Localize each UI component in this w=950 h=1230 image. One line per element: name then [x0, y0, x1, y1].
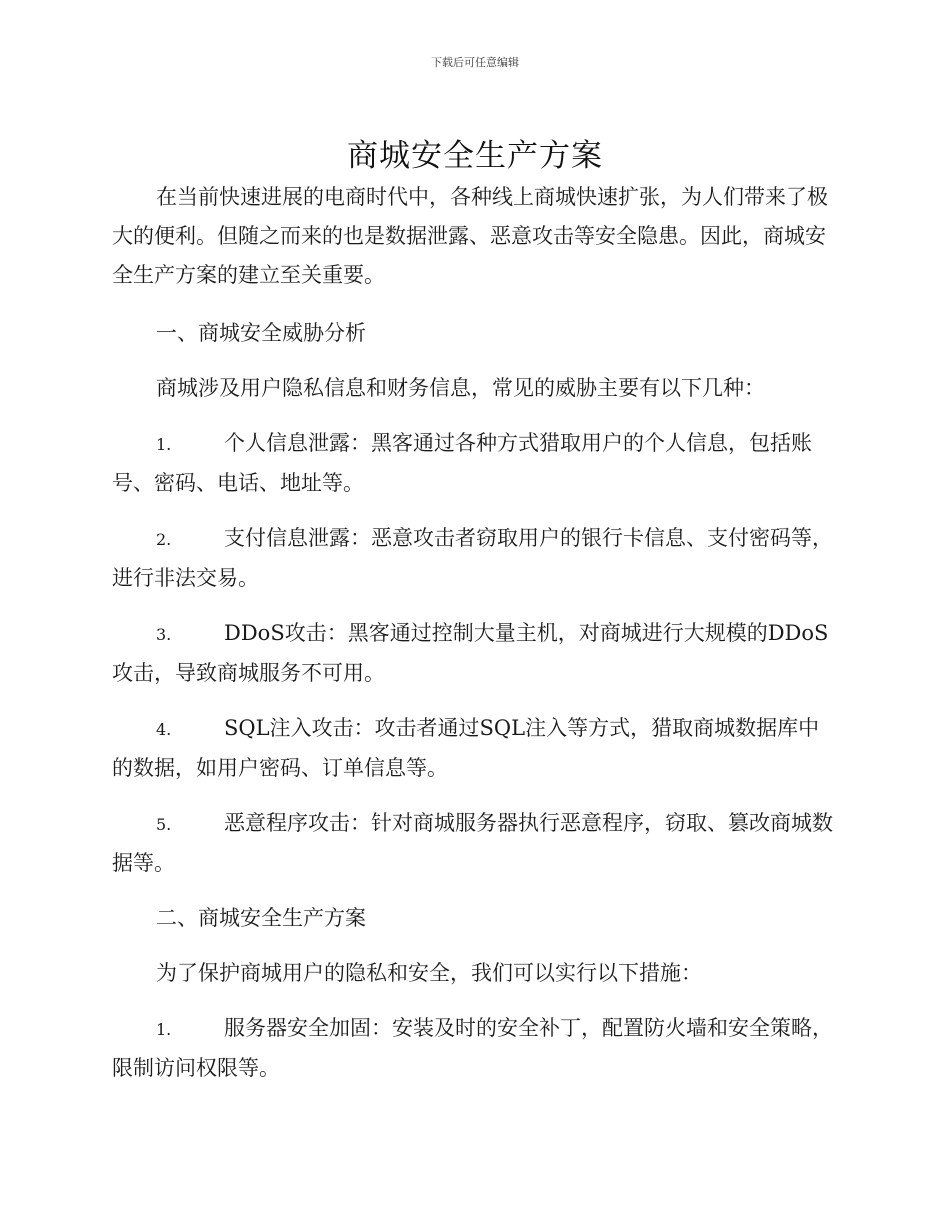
- list-item-number: 5.: [156, 815, 172, 834]
- list-item-text: 服务器安全加固：安装及时的安全补丁，配置防火墙和安全策略，限制访问权限等。: [112, 1016, 833, 1080]
- list-item-number: 1.: [156, 435, 172, 454]
- list-item-text: SQL注入攻击：攻击者通过SQL注入等方式，猎取商城数据库中的数据，如用户密码、订单信息等。: [112, 716, 820, 780]
- list-item-text: 个人信息泄露：黑客通过各种方式猎取用户的个人信息，包括账号、密码、电话、地址等。: [112, 431, 812, 495]
- list-item: [112, 1009, 840, 1088]
- section-lead-plan: 为了保护商城用户的隐私和安全，我们可以实行以下措施：: [156, 961, 702, 985]
- list-item-number: 4.: [156, 720, 172, 739]
- list-item-number: 2.: [156, 530, 172, 549]
- section-heading-plan: 二、商城安全生产方案: [156, 906, 366, 930]
- list-item-text: DDoS攻击：黑客通过控制大量主机，对商城进行大规模的DDoS攻击，导致商城服务不可用。: [112, 621, 829, 685]
- list-item: [112, 519, 840, 598]
- intro-paragraph: 在当前快速进展的电商时代中，各种线上商城快速扩张，为人们带来了极大的便利。但随之而来的也是数据泄露、恶意攻击等安全隐患。因此，商城安全生产方案的建立至关重要。: [112, 185, 828, 287]
- list-item-number: 1.: [156, 1020, 172, 1039]
- header-note: 下载后可任意编辑: [431, 56, 519, 69]
- list-item: [112, 614, 840, 693]
- section-lead-threats: 商城涉及用户隐私信息和财务信息，常见的威胁主要有以下几种：: [156, 376, 765, 400]
- list-item-number: 3.: [156, 625, 172, 644]
- list-item: [112, 424, 840, 503]
- document-title: 商城安全生产方案: [347, 138, 603, 174]
- document-body: [112, 178, 840, 1104]
- list-item-text: 恶意程序攻击：针对商城服务器执行恶意程序，窃取、篡改商城数据等。: [112, 811, 833, 875]
- list-item: [112, 804, 840, 883]
- list-item-text: 支付信息泄露：恶意攻击者窃取用户的银行卡信息、支付密码等，进行非法交易。: [112, 526, 833, 590]
- list-item: [112, 709, 840, 788]
- section-heading-threats: 一、商城安全威胁分析: [156, 321, 366, 345]
